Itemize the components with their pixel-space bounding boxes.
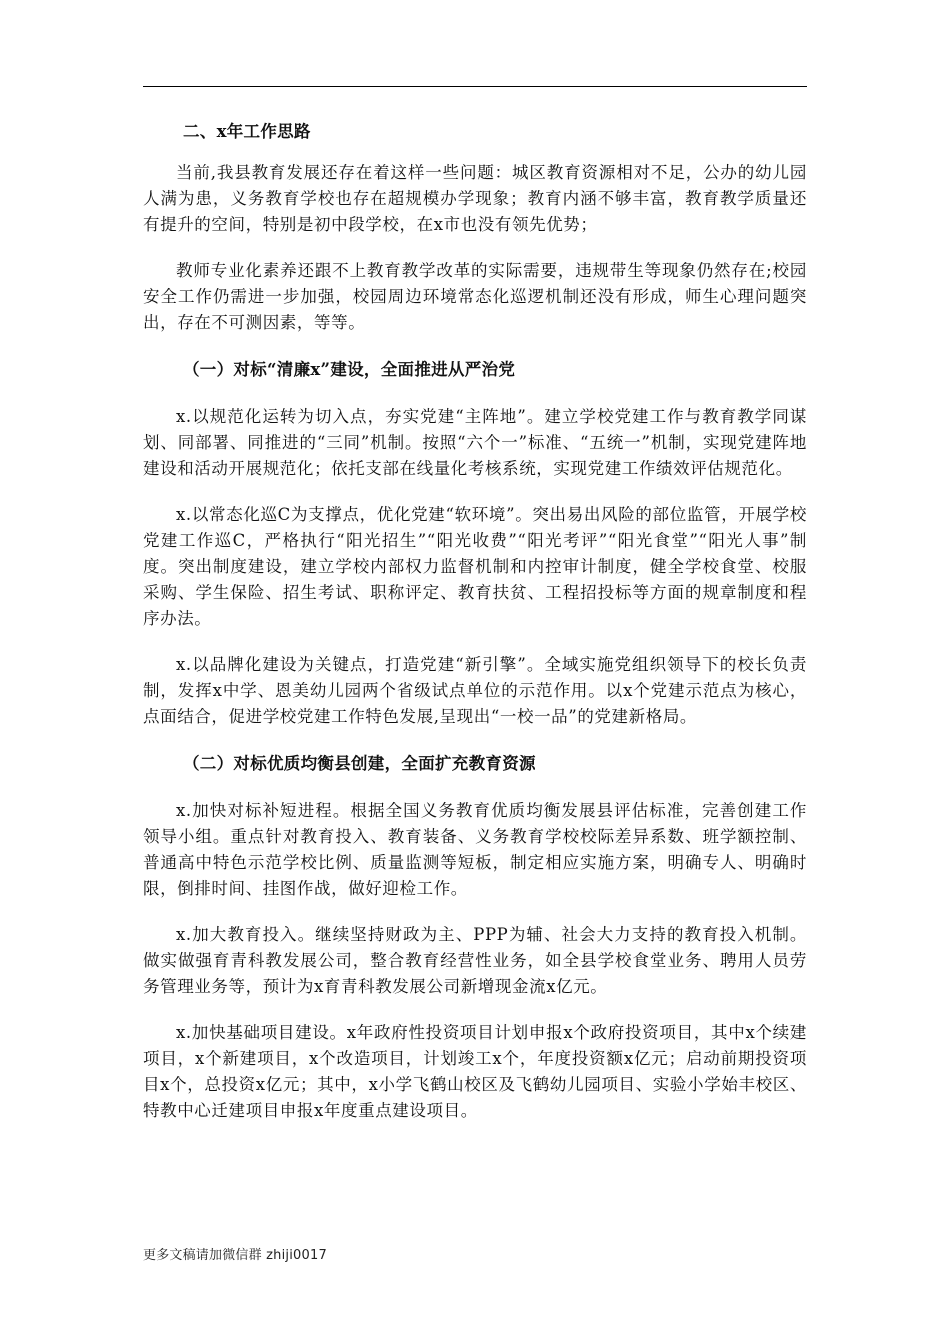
- document-body: [143, 118, 807, 1124]
- header-rule: [143, 86, 807, 87]
- paragraph: x.以常态化巡C为支撑点，优化党建“软环境”。突出易出风险的部位监管，开展学校党建工作巡C，严格执行“阳光招生”“阳光收费”“阳光考评”“阳光食堂”“阳光人事”制度。突出制度建设，建立学校内部权力监督机制和内控审计制度，健全学校食堂、校服采购、学生保险、招生考试、职称评定、教育扶贫、工程招投标等方面的规章制度和程序办法。: [143, 505, 807, 628]
- section-heading: 二、x年工作思路: [183, 122, 311, 141]
- paragraph: x.加快基础项目建设。x年政府性投资项目计划申报x个政府投资项目，其中x个续建项目，x个新建项目，x个改造项目，计划竣工x个，年度投资额x亿元；启动前期投资项目x个，总投资x亿元；其中，x小学飞鹤山校区及飞鹤幼儿园项目、实验小学始丰校区、特教中心迁建项目申报x年度重点建设项目。: [143, 1023, 807, 1120]
- footer-note: 更多文稿请加微信群 zhiji0017: [143, 1248, 327, 1263]
- subsection-heading: （二）对标优质均衡县创建，全面扩充教育资源: [183, 754, 536, 773]
- subsection-heading: （一）对标“清廉x”建设，全面推进从严治党: [183, 360, 516, 379]
- paragraph: 教师专业化素养还跟不上教育教学改革的实际需要，违规带生等现象仍然存在;校园安全工作仍需进一步加强，校园周边环境常态化巡逻机制还没有形成，师生心理问题突出，存在不可测因素，等等。: [143, 261, 807, 332]
- paragraph: x.加大教育投入。继续坚持财政为主、PPP为辅、社会大力支持的教育投入机制。做实做强育青科教发展公司，整合教育经营性业务，如全县学校食堂业务、聘用人员劳务管理业务等，预计为x育青科教发展公司新增现金流x亿元。: [143, 925, 807, 996]
- paragraph: x.以品牌化建设为关键点，打造党建“新引擎”。全域实施党组织领导下的校长负责制，发挥x中学、恩美幼儿园两个省级试点单位的示范作用。以x个党建示范点为核心，点面结合，促进学校党建工作特色发展,呈现出“一校一品”的党建新格局。: [143, 655, 807, 726]
- paragraph: x.以规范化运转为切入点，夯实党建“主阵地”。建立学校党建工作与教育教学同谋划、同部署、同推进的“三同”机制。按照“六个一”标准、“五统一”机制，实现党建阵地建设和活动开展规范化；依托支部在线量化考核系统，实现党建工作绩效评估规范化。: [143, 407, 807, 478]
- paragraph: x.加快对标补短进程。根据全国义务教育优质均衡发展县评估标准，完善创建工作领导小组。重点针对教育投入、教育装备、义务教育学校校际差异系数、班学额控制、普通高中特色示范学校比例、质量监测等短板，制定相应实施方案，明确专人、明确时限，倒排时间、挂图作战，做好迎检工作。: [143, 801, 807, 898]
- paragraph: 当前,我县教育发展还存在着这样一些问题：城区教育资源相对不足，公办的幼儿园人满为患，义务教育学校也存在超规模办学现象；教育内涵不够丰富，教育教学质量还有提升的空间，特别是初中段学校，在x市也没有领先优势；: [143, 163, 807, 234]
